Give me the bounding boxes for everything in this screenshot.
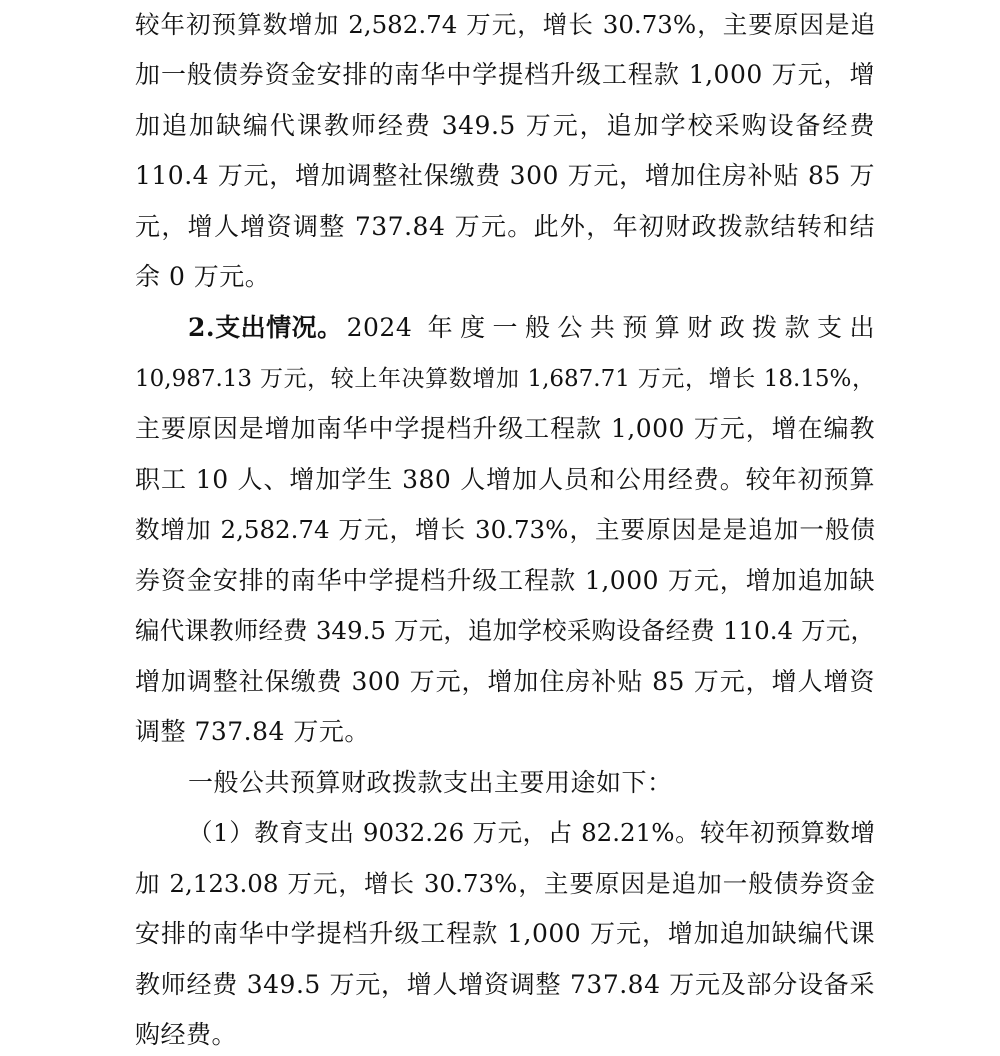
paragraph-line: 增加调整社保缴费 300 万元，增加住房补贴 85 万元，增人增资 bbox=[135, 667, 875, 696]
paragraph-line: 教师经费 349.5 万元，增人增资调整 737.84 万元及部分设备采 bbox=[135, 970, 875, 999]
section-heading-rest: 2024 年度一般公共预算财政拨款支出 bbox=[346, 313, 875, 342]
paragraph-line: 券资金安排的南华中学提档升级工程款 1,000 万元，增加追加缺 bbox=[135, 566, 875, 595]
section-heading: 2.支出情况。 bbox=[188, 313, 343, 342]
section-heading-line bbox=[188, 311, 875, 345]
paragraph-line: 加一般债券资金安排的南华中学提档升级工程款 1,000 万元，增 bbox=[135, 60, 875, 89]
uses-intro: 一般公共预算财政拨款支出主要用途如下： bbox=[188, 768, 673, 797]
paragraph-line: 加追加缺编代课教师经费 349.5 万元，追加学校采购设备经费 bbox=[135, 111, 875, 140]
paragraph-line: 职工 10 人、增加学生 380 人增加人员和公用经费。较年初预算 bbox=[135, 465, 875, 494]
paragraph-line: 调整 737.84 万元。 bbox=[135, 717, 370, 746]
item-first-line: （1）教育支出 9032.26 万元，占 82.21%。较年初预算数增 bbox=[188, 818, 875, 847]
paragraph-line: 余 0 万元。 bbox=[135, 262, 271, 291]
paragraph-line: 编代课教师经费 349.5 万元，追加学校采购设备经费 110.4 万元， bbox=[135, 616, 875, 645]
paragraph-line: 元，增人增资调整 737.84 万元。此外，年初财政拨款结转和结 bbox=[135, 212, 875, 241]
paragraph-line: 10,987.13 万元，较上年决算数增加 1,687.71 万元，增长 18.15%， bbox=[135, 366, 875, 392]
paragraph-line: 加 2,123.08 万元，增长 30.73%，主要原因是追加一般债券资金 bbox=[135, 869, 875, 898]
paragraph-line: 数增加 2,582.74 万元，增长 30.73%，主要原因是是追加一般债 bbox=[135, 515, 875, 544]
paragraph-line: 较年初预算数增加 2,582.74 万元，增长 30.73%，主要原因是追 bbox=[135, 10, 875, 39]
paragraph-line: 购经费。 bbox=[135, 1020, 238, 1049]
paragraph-line: 110.4 万元，增加调整社保缴费 300 万元，增加住房补贴 85 万 bbox=[135, 161, 875, 190]
paragraph-line: 安排的南华中学提档升级工程款 1,000 万元，增加追加缺编代课 bbox=[135, 919, 875, 948]
paragraph-line: 主要原因是增加南华中学提档升级工程款 1,000 万元，增在编教 bbox=[135, 414, 875, 443]
